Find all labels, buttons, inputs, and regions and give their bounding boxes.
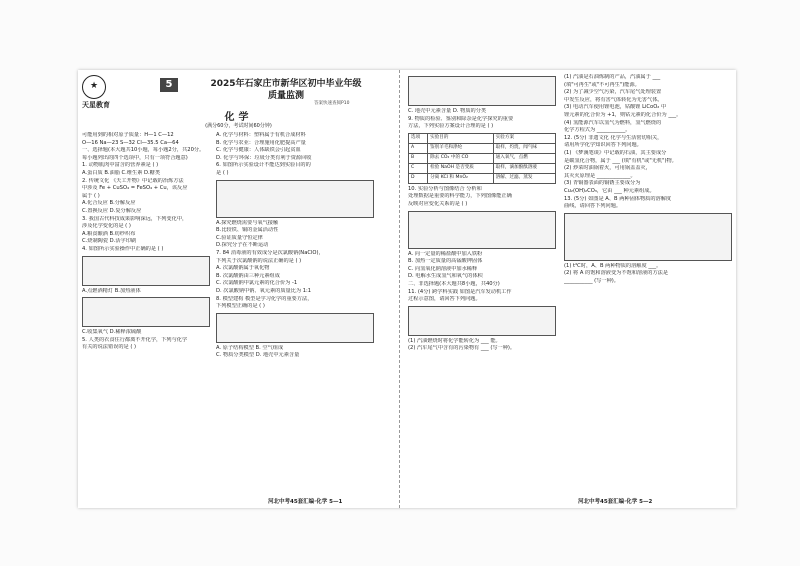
text-line: C. 向氢氧化钠溶液中加水稀释 <box>408 265 478 272</box>
text-line: 每小题列出的四个选项中，只有一项符合题意) <box>82 154 188 161</box>
solubility-curve-figure <box>564 213 732 261</box>
text-line: C. 地壳中元素含量 D. 物质的分类 <box>408 108 487 114</box>
exam-title <box>198 78 374 102</box>
table-cell: 溶解、过滤、蒸发 <box>493 173 555 183</box>
text-line: 过程示意图，请回答下列问题。 <box>408 296 481 303</box>
text-line: 10. 实验分析与图像结合 分析和 <box>408 185 482 192</box>
table-header-cell: 选项 <box>409 133 428 143</box>
text-line: O—16 Na—23 S—32 Cl—35.5 Ca—64 <box>82 139 179 146</box>
text-line: 5. 人类的衣食住行都离不开化学，下列与化学 <box>82 336 188 343</box>
brand-name: 天星教育 <box>82 101 110 109</box>
footer-left: 河北中考45套汇编·化学 5—1 <box>268 499 343 505</box>
text-line: D. 化学与环保：垃圾分类有利于资源回收 <box>216 154 312 161</box>
text-line: 是碳氢化合物，属于 ___ (填"有机"或"无机")物。 <box>564 157 677 164</box>
text-line: A.点燃酒精灯 B.加热液体 <box>82 287 141 294</box>
model-figure <box>216 313 374 343</box>
text-line: 1. 动物肌肉中富含的营养素是 ( ) <box>82 162 159 169</box>
text-line: (1) t℃时，A、B 两种物质的溶解度 ___。 <box>564 262 662 269</box>
table-row <box>409 163 556 173</box>
footer-right: 河北中考45套汇编·化学 5—2 <box>578 499 653 505</box>
text-line: 中发生反应，将有害气体转化为无害气体。 <box>564 96 663 103</box>
answer-reference: 答案快速查阅P10 <box>314 101 350 106</box>
paper-number-badge: 5 <box>160 78 178 92</box>
table-cell: 分离 KCl 和 MnO₂ <box>428 173 494 183</box>
text-line: 是 ( ) <box>216 169 229 176</box>
table-cell: 鉴别羊毛和涤纶 <box>428 143 494 153</box>
text-line: B. 化学与农业：合理施用化肥提高产量 <box>216 139 306 146</box>
text-line: B.比较铁、铜的金属活动性 <box>216 227 279 234</box>
text-line: D.探究分子在不断运动 <box>216 242 269 249</box>
text-line: 化学方程式为 ___________。 <box>564 127 631 134</box>
table-header-row <box>409 133 556 143</box>
text-line: C.置换反应 D.复分解反应 <box>82 207 142 214</box>
text-line: 一、选择题(本大题共10小题，每小题2分，共20分。 <box>82 147 205 154</box>
graph-figure <box>408 211 556 249</box>
text-line: (2) 汽车尾气中含有的污染物有 ___ (写一种)。 <box>408 345 516 352</box>
column-2 <box>216 132 374 360</box>
text-line: 12. (5分) 非遗文化 化学与生活密切相关， <box>564 134 663 141</box>
text-line: C. 物质分类模型 D. 地壳中元素含量 <box>216 352 300 359</box>
text-line: A.粮食酿酒 B.纺纱织布 <box>82 230 136 237</box>
text-line: D. 电解水生成氢气和氧气的体积 <box>408 273 483 280</box>
text-line: A. 次氯酸钠属于氧化物 <box>216 265 270 272</box>
text-line: 可能用到的相对原子质量：H—1 C—12 <box>82 132 174 138</box>
table-cell: 通入氧气，点燃 <box>493 153 555 163</box>
text-line: 4. 如图所示实验操作中正确的是 ( ) <box>82 245 164 252</box>
text-line: 8. 模型建构 模型是学习化学的重要方法， <box>216 295 313 302</box>
exam-title-line1: 2025年石家庄市新华区初中毕业年级 <box>210 79 362 89</box>
text-line: 曲线，请回答下列问题。 <box>564 203 622 210</box>
subject-heading: 化学 <box>224 112 253 123</box>
text-line: C.收集氧气 D.稀释浓硫酸 <box>82 329 142 336</box>
text-line: 涉及化学变化的是 ( ) <box>82 223 131 230</box>
page-divider <box>399 70 400 508</box>
table-row <box>409 153 556 163</box>
text-line: 处理数据是重要的科学能力，下列图像能正确 <box>408 193 512 200</box>
text-line: 7. 84 消毒液的有效成分是次氯酸钠(NaClO)， <box>216 249 324 256</box>
text-line: C. 化学与健康：人体缺铁会引起贫血 <box>216 147 301 154</box>
column-4 <box>564 74 732 285</box>
column-3 <box>408 74 556 353</box>
options-table <box>408 133 556 184</box>
text-line: B. 加热一定质量的高锰酸钾固体 <box>408 258 483 265</box>
text-line: 11. (4分) 跨学科实践 如图是汽车发动机工作 <box>408 288 512 295</box>
star-logo-icon: ★ <box>82 75 106 99</box>
table-cell: B <box>409 153 428 163</box>
subject-note: (满分60分，考试时间60分钟) <box>205 123 272 129</box>
text-line: C. 次氯酸钠中氯元素的化合价为 -1 <box>216 280 298 287</box>
table-cell: D <box>409 173 428 183</box>
text-line: (4) 氢能源汽车以氢气为燃料，氢气燃烧的 <box>564 119 662 126</box>
exam-sheet <box>78 70 736 508</box>
table-row <box>409 143 556 153</box>
text-line: 其灭火原理是 _____________。 <box>564 172 636 179</box>
text-line: A. 向一定量的稀盐酸中加入铁粉 <box>408 250 483 257</box>
text-line: A. 化学与材料：塑料属于有机合成材料 <box>216 132 306 138</box>
text-line: (3) 电动汽车使用锂电池，钴酸锂 LiCoO₂ 中 <box>564 104 667 111</box>
table-header-cell: 实验方案 <box>493 133 555 143</box>
text-line: A.化合反应 B.分解反应 <box>82 200 136 207</box>
text-line: (1) 《梦溪笔谈》中记载的石油，其主要成分 <box>564 149 667 156</box>
text-line: 3. 我国古代科技成果影响深远，下列变化中， <box>82 215 188 222</box>
lab-operation-figure-top <box>82 256 210 286</box>
text-line: 二、非选择题(本大题共8小题，共40分) <box>408 280 500 287</box>
table-cell: A <box>409 143 428 153</box>
table-row <box>409 173 556 183</box>
table-cell: 取样，滴加酚酞溶液 <box>493 163 555 173</box>
experiment-figure <box>216 180 374 218</box>
text-line: (2) 炒菜时油锅着火，可用锅盖盖灭， <box>564 165 651 172</box>
text-line: D. 次氯酸钠中钠、氧元素的质量比为 1:1 <box>216 287 312 294</box>
text-line: (2) 为了减少空气污染，汽车尾气处理装置 <box>564 89 662 96</box>
text-line: 反映对应变化关系的是 ( ) <box>408 200 468 207</box>
exam-title-line2: 质量监测 <box>267 91 304 101</box>
table-cell: C <box>409 163 428 173</box>
text-line: A.蛋白质 B.油脂 C.维生素 D.糖类 <box>82 169 161 176</box>
column-1 <box>82 132 210 352</box>
text-line: A.探究燃烧需要与氧气接触 <box>216 219 279 226</box>
text-line: 方法，下列实验方案设计合理的是 ( ) <box>408 123 494 130</box>
text-line: 下列模型正确的是 ( ) <box>216 303 265 310</box>
text-line: 请用所学化学知识回答下列问题。 <box>564 142 642 149</box>
text-line: C.烧制陶瓷 D.活字印刷 <box>82 238 137 245</box>
table-header-cell: 实验目的 <box>428 133 494 143</box>
text-line: 属于 ( ) <box>82 192 100 199</box>
text-line: 9. 物质的检验、鉴别和除杂是化学探究的重要 <box>408 115 514 122</box>
car-engine-figure <box>408 306 556 336</box>
text-line: (1) 汽油是石油炼制的产品，汽油属于 ___ <box>564 74 661 80</box>
text-line: (3) 青铜器表面的铜锈主要成分为 <box>564 180 641 187</box>
table-cell: 取样，灼烧，闻气味 <box>493 143 555 153</box>
text-line: B. 次氯酸钠由三种元素组成 <box>216 272 280 279</box>
element-content-figure <box>408 76 556 106</box>
text-line: 中涉及 Fe + CuSO₄ = FeSO₄ + Cu，该反应 <box>82 185 188 192</box>
table-cell: 检验 NaOH 是否变质 <box>428 163 494 173</box>
header-block <box>82 74 210 109</box>
table-cell: 除去 CO₂ 中的 CO <box>428 153 494 163</box>
text-line: A. 原子结构模型 B. 空气组成 <box>216 344 284 351</box>
text-line: Cu₂(OH)₂CO₃，它由 ___ 种元素组成。 <box>564 187 655 194</box>
text-line: 有关的说法错误的是 ( ) <box>82 344 137 351</box>
text-line: C.验证质量守恒定律 <box>216 234 263 241</box>
text-line: 下列关于次氯酸钠的说法正确的是 ( ) <box>216 257 302 264</box>
text-line: 13. (5分) 如图是 A、B 两种固体物质的溶解度 <box>564 195 672 202</box>
text-line: (2) 将 A 的饱和溶液变为不饱和溶液的方法是 <box>564 270 669 277</box>
lab-operation-figure-bottom <box>82 297 210 327</box>
text-line: 锂元素的化合价为 +1，则钴元素的化合价为 ___。 <box>564 111 682 118</box>
text-line: ___________ (写一种)。 <box>564 277 619 284</box>
text-line: (填"可再生"或"不可再生")能源。 <box>564 81 640 88</box>
text-line: (1) 汽油燃烧时将化学能转化为 ___ 能。 <box>408 337 501 344</box>
text-line: 6. 如图所示实验设计不能达到实验目的的 <box>216 162 311 169</box>
text-line: 2. 传统文化 《天工开物》中记载的冶炼方法 <box>82 177 184 184</box>
